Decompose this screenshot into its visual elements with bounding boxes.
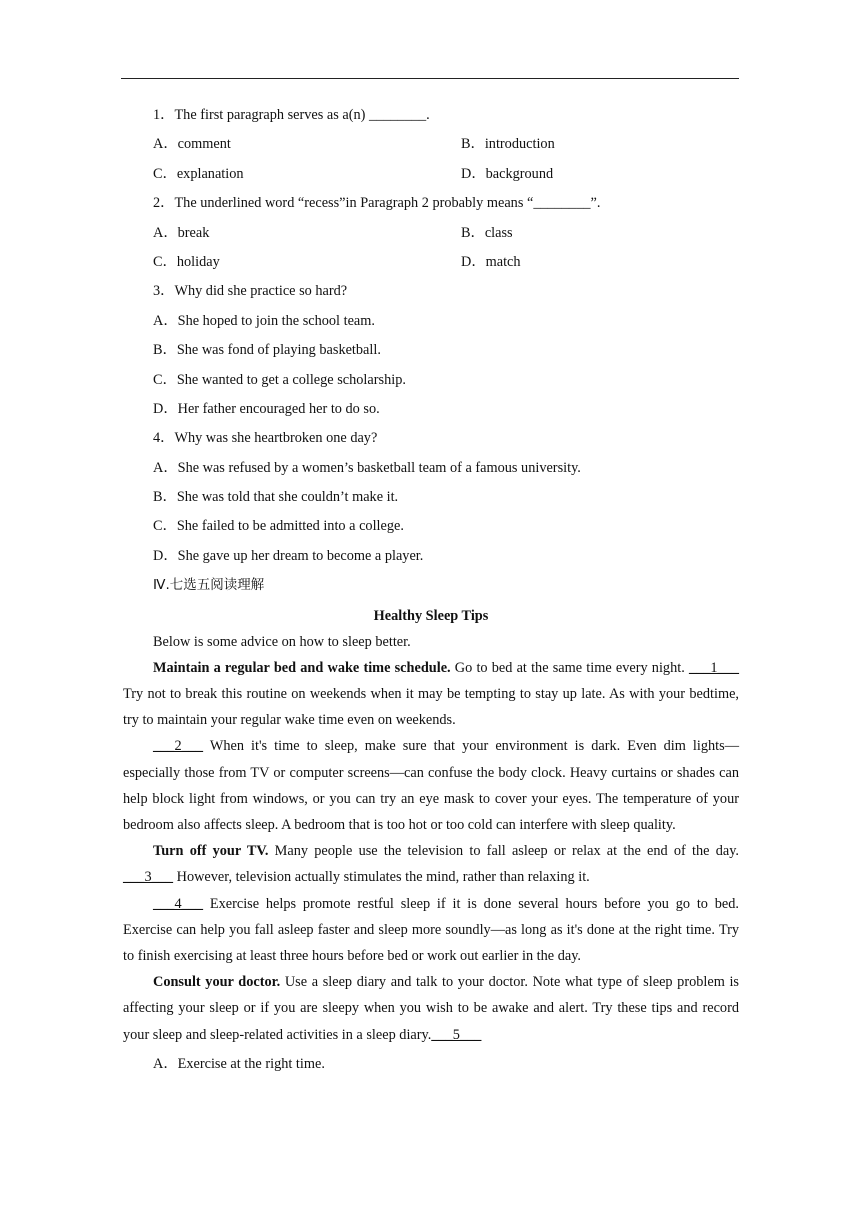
- q4-option-a: A．She was refused by a women’s basketball team of a famous university.: [153, 459, 581, 476]
- question-4-stem: 4．Why was she heartbroken one day?: [153, 430, 378, 447]
- q3-option-b: B．She was fond of playing basketball.: [153, 342, 381, 359]
- p3-text-2: However, television actually stimulates the mind, rather than relaxing it.: [173, 869, 590, 886]
- blank-1: ___1___: [688, 659, 739, 676]
- q4-option-b: B．She was told that she couldn’t make it.: [153, 489, 399, 506]
- passage-intro: Below is some advice on how to sleep better.: [153, 633, 411, 650]
- question-2-stem: 2．The underlined word “recess”in Paragraph 2 probably means “________”.: [153, 195, 601, 212]
- document-body: [123, 101, 739, 1079]
- passage-paragraph-4: [123, 891, 739, 970]
- q4-option-d: D．She gave up her dream to become a player.: [153, 547, 424, 564]
- q4-option-c: C．She failed to be admitted into a college.: [153, 518, 404, 535]
- p1-text-1: Go to bed at the same time every night.: [450, 659, 689, 676]
- q1-option-d: D．background: [461, 165, 554, 182]
- question-2-options-row-2: [123, 248, 739, 277]
- q2-option-c: C．holiday: [153, 253, 220, 270]
- q3-option-a: A．She hoped to join the school team.: [153, 312, 375, 329]
- question-1-options-row-1: [123, 130, 739, 159]
- question-1-stem: 1．The first paragraph serves as a(n) ________.: [153, 107, 430, 123]
- q3-option-d: D．Her father encouraged her to do so.: [153, 400, 380, 417]
- p4-text: Exercise helps promote restful sleep if it is done several hours before you go to bed. Exercise can help you fall asleep faster and sleep more soundly—as long as it's done at the right time. Try to finish exercising at least three hours before bed or work out earlier in the day.: [123, 895, 739, 965]
- question-3-stem: 3．Why did she practice so hard?: [153, 283, 348, 300]
- passage-paragraph-5: [123, 969, 739, 1048]
- q2-option-a: A．break: [153, 224, 210, 241]
- passage-paragraph-2: [123, 733, 739, 838]
- blank-2: ___2___: [153, 738, 204, 755]
- p3-heading: Turn off your TV.: [153, 843, 269, 860]
- blank-3: ___3___: [123, 869, 174, 886]
- p3-text-1: Many people use the television to fall asleep or relax at the end of the day.: [268, 843, 739, 860]
- header-rule: [121, 78, 739, 79]
- p5-heading: Consult your doctor.: [153, 974, 281, 991]
- blank-5: ___5___: [431, 1026, 482, 1043]
- section-heading: Ⅳ.七选五阅读理解: [153, 577, 265, 594]
- answer-option-a: A．Exercise at the right time.: [153, 1055, 325, 1072]
- passage-title: Healthy Sleep Tips: [373, 607, 489, 624]
- passage-paragraph-3: [123, 838, 739, 890]
- q1-option-a: A．comment: [153, 136, 231, 153]
- question-1-options-row-2: [123, 160, 739, 189]
- q2-option-b: B．class: [461, 224, 513, 241]
- blank-4: ___4___: [153, 895, 204, 912]
- q1-option-c: C．explanation: [153, 165, 244, 182]
- p2-text: When it's time to sleep, make sure that your environment is dark. Even dim lights—especially those from TV or computer screens—can confuse the body clock. Heavy curtains or shades can help block light from windows, or you can try an eye mask to cover your eyes. The temperature of your bedroom also affects sleep. A bedroom that is too hot or too cold can interfere with sleep quality.: [123, 738, 739, 834]
- p5-text: Use a sleep diary and talk to your doctor. Note what type of sleep problem is affecting your sleep or if you are sleepy when you wish to be awake and alert. Try these tips and record your sleep and sleep-related activities in a sleep diary.: [123, 974, 739, 1043]
- q2-option-d: D．match: [461, 253, 521, 270]
- q1-option-b: B．introduction: [461, 136, 555, 153]
- p1-heading: Maintain a regular bed and wake time schedule.: [153, 659, 451, 676]
- p1-text-2: Try not to break this routine on weekends when it may be tempting to stay up late. As with your bedtime, try to maintain your regular wake time even on weekends.: [123, 686, 739, 729]
- passage-paragraph-1: [123, 655, 739, 734]
- q3-option-c: C．She wanted to get a college scholarship.: [153, 371, 406, 388]
- question-2-options-row-1: [123, 219, 739, 248]
